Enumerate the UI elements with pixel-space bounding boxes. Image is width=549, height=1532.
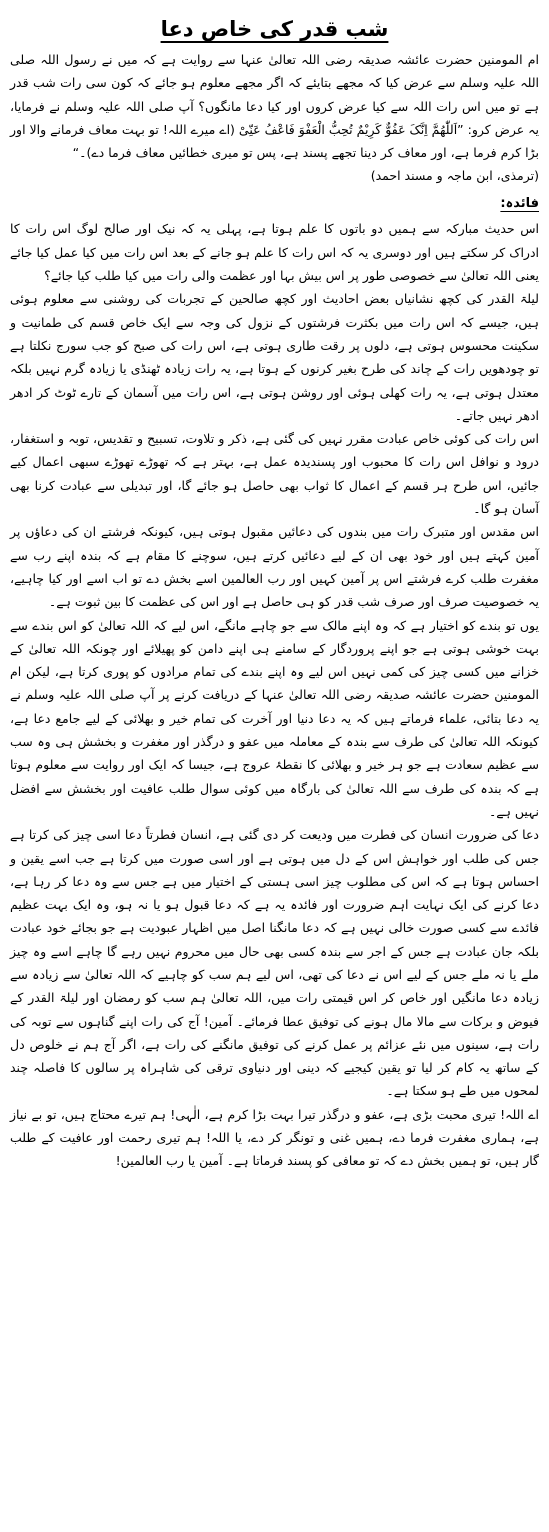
hadith-paragraph: ام المومنین حضرت عائشہ صدیقہ رضی اللہ تعالیٰ عنہا سے روایت ہے کہ میں نے رسول اللہ صلی اللہ علیہ وسلم سے عرض کیا کہ مجھے بتایئے کہ اگر مجھے معلوم ہو جائے کہ کون سی رات شب قدر ہے تو میں اس رات اللہ سے کیا عرض کروں اور کیا دعا مانگوں؟ آپ صلی اللہ علیہ وسلم نے فرمایا، یہ عرض کرو: ”اَللّٰھُمَّ اِنَّکَ عَفُوٌّ کَرِیْمٌ تُحِبُّ الْعَفْوَ فَاعْفُ عَنِّیْ (اے میرے اللہ! تو بہت معاف فرمانے والا اور بڑا کرم فرما ہے، اور معاف کر دینا تجھے پسند ہے، پس تو میری خطائیں معاف فرما دے)۔“ — [10, 52, 539, 161]
body-paragraph: اس مقدس اور متبرک رات میں بندوں کی دعائیں مقبول ہوتی ہیں، کیونکہ فرشتے ان کی دعاؤں پر آمین کہتے ہیں اور خود بھی ان کے لیے دعائیں کرتے ہیں، سوچنے کا مقام ہے کہ بندہ اپنے رب سے مغفرت طلب کرے فرشتے اس پر آمین کہیں اور رب العالمین اسے بخش دے تو اب اسے اور کیا چاہیے، یہ خصوصیت صرف اور صرف شب قدر کو ہی حاصل ہے اور اس کی عظمت کا بین ثبوت ہے۔ — [10, 524, 539, 610]
article-title: شب قدر کی خاص دعا — [160, 17, 389, 41]
body-paragraph: دعا کی ضرورت انسان کی فطرت میں ودیعت کر دی گئی ہے، انسان فطرتاً دعا اسی چیز کی کرتا ہے جس کی طلب اور خواہش اس کے دل میں ہوتی ہے اور اسی صورت میں کرتا ہے جب اسے یقین و احساس ہوتا ہے کہ اس کی مطلوب چیز اسی ہستی کے اختیار میں ہے جس سے وہ دعا کر رہا ہے، دعا کرنے کی ایک نہایت اہم ضرورت اور فائدہ یہ ہے کہ دعا قبول ہو یا نہ ہو، وہ ایک بہت عظیم فائدے سے کسی صورت خالی نہیں ہے کہ دعا مانگنا اصل میں اظہار عبودیت ہے جو بجائے خود عبادت بلکہ جان عبادت ہے جس کے اجر سے بندہ کسی بھی حال میں محروم نہیں رہے گا چاہے اسے وہ چیز ملے یا نہ ملے جس کے لیے اس نے دعا کی تھی، اس لیے ہم سب کو چاہیے کہ اللہ تعالیٰ سے زیادہ سے زیادہ دعا مانگیں اور خاص کر اس قیمتی رات میں، اللہ تعالیٰ ہم سب کو رمضان اور لیلۃ القدر کے فیوض و برکات سے مالا مال ہونے کی توفیق عطا فرمائے۔ آمین! آج کی رات اپنے گناہوں سے توبہ کی رات ہے، سینوں میں نئے عزائم پر عمل کرنے کی توفیق مانگنے کی رات ہے، اگر آج ہم نے خلوص دل کے ساتھ یہ کام کر لیا تو یقین کیجیے کہ دینی اور دنیاوی ترقی کی شاہراہ پر سالوں کا فاصلہ چند لمحوں میں طے ہو سکتا ہے۔ — [10, 827, 539, 1099]
hadith-source: (ترمذی، ابن ماجہ و مسند احمد) — [370, 168, 539, 184]
body-paragraph: اس حدیث مبارکہ سے ہمیں دو باتوں کا علم ہوتا ہے، پہلی یہ کہ نیک اور صالح لوگ اس رات کا ادراک کر سکتے ہیں اور دوسری یہ کہ اس رات کا علم ہو جانے کے بعد اس رات میں کیا عمل کیا جائے یعنی اللہ تعالیٰ سے خصوصی طور پر اس بیش بہا اور عظمت والی رات میں کیا طلب کیا جائے؟ — [10, 221, 539, 284]
body-paragraph: اس رات کی کوئی خاص عبادت مقرر نہیں کی گئی ہے، ذکر و تلاوت، تسبیح و تقدیس، توبہ و استغفار، درود و نوافل اس رات کا محبوب اور پسندیدہ عمل ہے، بہتر ہے کہ تھوڑے تھوڑے سبھی اعمال کیے جائیں، اس طرح ہر قسم کے اعمال کا ثواب بھی حاصل ہو جائے گا، اور تبدیلی سے عبادت کرنا بھی آسان ہو گا۔ — [10, 431, 539, 517]
body-paragraph: لیلۃ القدر کی کچھ نشانیاں بعض احادیث اور کچھ صالحین کے تجربات کی روشنی سے معلوم ہوئی ہیں، جیسے کہ اس رات میں بکثرت فرشتوں کے نزول کی وجہ سے ایک خاص قسم کی طمانیت و سکینت محسوس ہوتی ہے، دلوں پر رقت طاری ہوتی ہے، اس رات کی صبح کو جب سورج نکلتا ہے تو چودھویں رات کے چاند کی طرح بغیر کرنوں کے ہوتا ہے، یہ رات زیادہ ٹھنڈی یا زیادہ گرم نہیں بلکہ معتدل ہوتی ہے، یہ رات کھلی ہوئی اور روشن ہوتی ہے، اس رات میں آسمان کے تارے ٹوٹ کر ادھر ادھر نہیں جاتے۔ — [10, 291, 539, 423]
section-heading-benefit: فائدہ: — [500, 196, 539, 212]
body-paragraph: یوں تو بندے کو اختیار ہے کہ وہ اپنے مالک سے جو چاہے مانگے، اس لیے کہ اللہ تعالیٰ کو اس بندے سے بہت خوشی ہوتی ہے جو اپنے پروردگار کے سامنے ہی اپنے دامن کو پھیلائے اور چونکہ اللہ تعالیٰ کے خزانے میں کسی چیز کی کمی نہیں اس لیے وہ اپنے بندے کی تمام مرادوں کو پوری کرتا ہے، لیکن ام المومنین حضرت عائشہ صدیقہ رضی اللہ تعالیٰ عنہا کے دریافت کرنے پر آپ صلی اللہ علیہ وسلم نے یہ دعا بتائی، علماء فرماتے ہیں کہ یہ دعا دنیا اور آخرت کی تمام خیر و بھلائی کے لیے جامع دعا ہے، کیونکہ اللہ تعالیٰ کی طرف سے بندہ کے معاملہ میں عفو و درگذر اور مغفرت و بخشش ہی وہ سب سے عظیم سعادت ہے جو ہر خیر و بھلائی کا نقطۂ عروج ہے، جیسا کہ ایک اور روایت سے معلوم ہوتا ہے کہ بندہ کی طرف سے اللہ تعالیٰ کی بارگاہ میں کوئی سوال طلب عافیت اور بخشش سے افضل نہیں ہے۔ — [10, 617, 539, 819]
closing-prayer-paragraph: اے اللہ! تیری محبت بڑی ہے، عفو و درگذر تیرا بہت بڑا کرم ہے، الٰہی! ہم تیرے محتاج ہیں، تو بے نیاز ہے، ہماری مغفرت فرما دے، ہمیں غنی و تونگر کر دے، یا اللہ! ہم تیری رحمت اور عافیت کے طلب گار ہیں، تو ہمیں بخش دے کہ تو معافی کو پسند فرماتا ہے۔ آمین یا رب العالمین! — [10, 1106, 539, 1169]
